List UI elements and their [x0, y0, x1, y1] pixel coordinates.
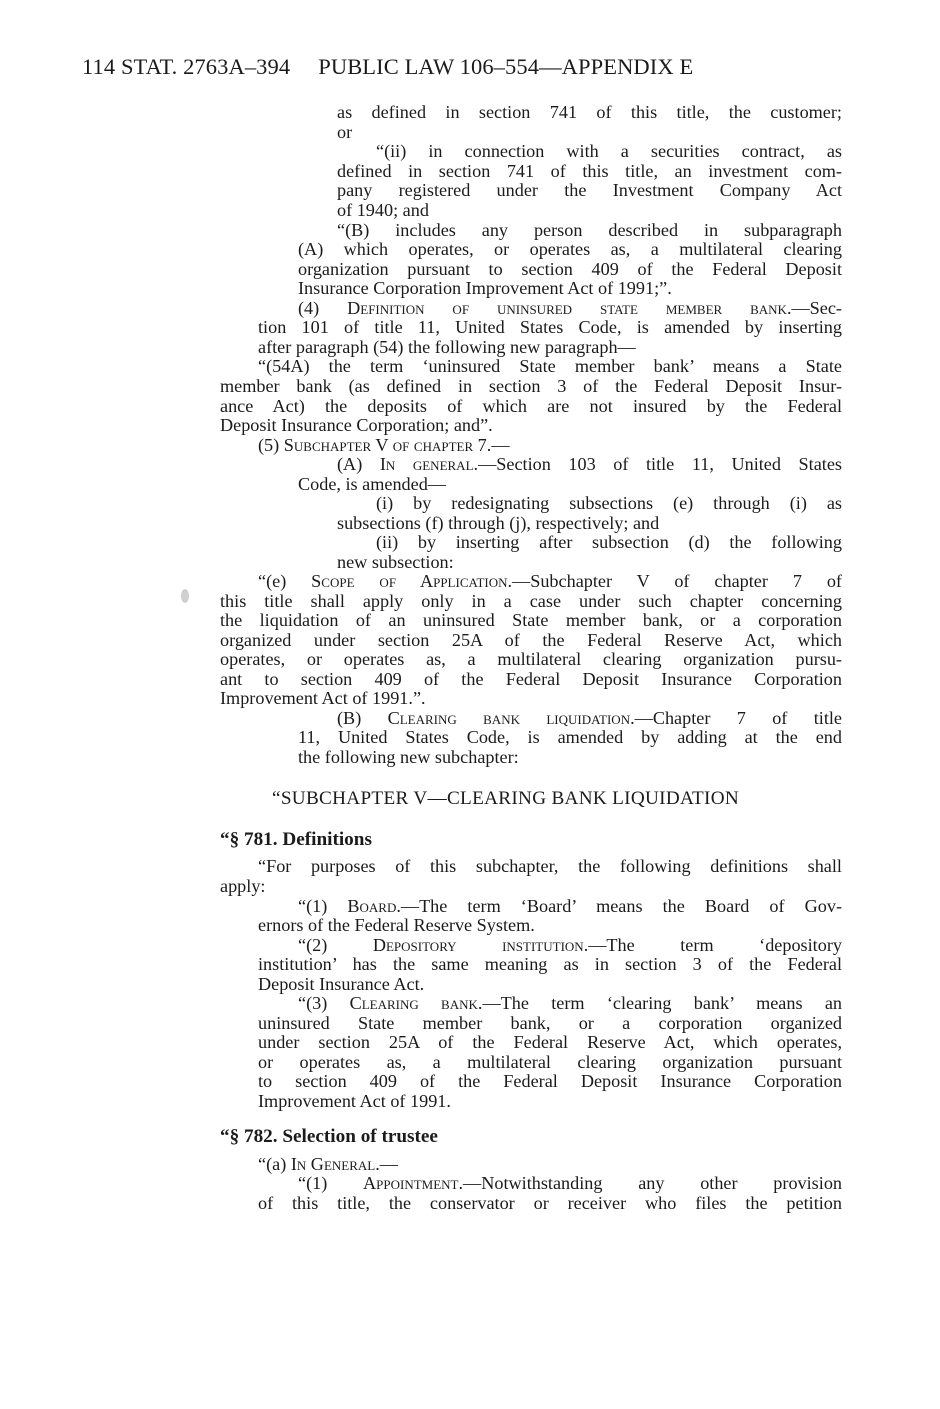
text-line: “(ii) in connection with a securities contract, as	[376, 141, 842, 161]
subchapter-heading: “SUBCHAPTER V—CLEARING BANK LIQUIDATION	[272, 788, 740, 809]
text-line: the following new subchapter:	[298, 747, 519, 767]
text-line: member bank (as defined in section 3 of the Federal Deposit Insur-	[220, 376, 842, 396]
text-line: new subsection:	[337, 552, 454, 572]
text-line: apply:	[220, 876, 266, 896]
paragraph-heading: (B) Clearing bank liquidation.—Chapter 7 of title	[337, 708, 842, 728]
paragraph-heading: “(e) Scope of Application.—Subchapter V of chapter 7 of	[258, 571, 842, 591]
section-782-heading: “§ 782. Selection of trustee	[220, 1126, 438, 1147]
text-line: or	[337, 122, 353, 142]
text-line: the liquidation of an uninsured State member bank, or a corporation	[220, 610, 842, 630]
text-line: or operates as, a multilateral clearing organization pursuant	[258, 1052, 842, 1072]
text-line: Insurance Corporation Improvement Act of 1991;”.	[298, 278, 672, 298]
text-line: organized under section 25A of the Federal Reserve Act, which	[220, 630, 842, 650]
text-line: (ii) by inserting after subsection (d) the following	[376, 532, 842, 552]
text-line: institution’ has the same meaning as in section 3 of the Federal	[258, 954, 842, 974]
running-title: PUBLIC LAW 106–554—APPENDIX E	[318, 54, 694, 79]
definition-heading: “(2) Depository institution.—The term ‘depository	[298, 935, 842, 955]
text-line: Improvement Act of 1991.	[258, 1091, 451, 1111]
text-line: operates, or operates as, a multilateral clearing organization pursu-	[220, 649, 842, 669]
text-line: 11, United States Code, is amended by adding at the end	[298, 727, 842, 747]
text-line: subsections (f) through (j), respectively; and	[337, 513, 660, 533]
section-781-heading: “§ 781. Definitions	[220, 829, 372, 850]
text-line: of 1940; and	[337, 200, 429, 220]
paragraph-heading: (4) Definition of uninsured state member bank.—Sec-	[298, 298, 842, 318]
text-line: this title shall apply only in a case under such chapter concerning	[220, 591, 842, 611]
text-line: Deposit Insurance Act.	[258, 974, 425, 994]
text-line: uninsured State member bank, or a corporation organized	[258, 1013, 842, 1033]
running-header	[82, 54, 693, 80]
text-line: ant to section 409 of the Federal Deposit Insurance Corporation	[220, 669, 842, 689]
definition-heading: “(3) Clearing bank.—The term ‘clearing bank’ means an	[298, 993, 843, 1013]
text-line: Deposit Insurance Corporation; and”.	[220, 415, 493, 435]
text-line: “For purposes of this subchapter, the following definitions shall	[258, 856, 842, 876]
text-line: (A) which operates, or operates as, a multilateral clearing	[298, 239, 842, 259]
page-number: 114 STAT. 2763A–394	[82, 54, 291, 79]
text-line: after paragraph (54) the following new paragraph—	[258, 337, 636, 357]
text-line: tion 101 of title 11, United States Code, is amended by inserting	[258, 317, 842, 337]
text-line: (i) by redesignating subsections (e) through (i) as	[376, 493, 842, 513]
text-line: Improvement Act of 1991.”.	[220, 688, 426, 708]
scan-smudge	[181, 589, 189, 603]
text-line: to section 409 of the Federal Deposit Insurance Corporation	[258, 1071, 842, 1091]
text-line: “(B) includes any person described in subparagraph	[337, 220, 842, 240]
text-line: “(54A) the term ‘uninsured State member bank’ means a State	[258, 356, 842, 376]
text-line: ernors of the Federal Reserve System.	[258, 915, 535, 935]
text-line: of this title, the conservator or receiver who files the petition	[258, 1193, 842, 1213]
paragraph-heading: (A) In general.—Section 103 of title 11, United States	[337, 454, 842, 474]
paragraph-heading: (5) Subchapter V of chapter 7.—	[258, 435, 510, 455]
text-line: defined in section 741 of this title, an investment com-	[337, 161, 842, 181]
text-line: under section 25A of the Federal Reserve Act, which operates,	[258, 1032, 842, 1052]
text-line: organization pursuant to section 409 of the Federal Deposit	[298, 259, 842, 279]
subsection-heading: “(a) In General.—	[258, 1154, 398, 1174]
text-line: pany registered under the Investment Company Act	[337, 180, 842, 200]
definition-heading: “(1) Board.—The term ‘Board’ means the Board of Gov-	[298, 896, 843, 916]
text-line: as defined in section 741 of this title, the customer;	[337, 102, 842, 122]
paragraph-heading: “(1) Appointment.—Notwithstanding any other provision	[298, 1173, 843, 1193]
text-line: ance Act) the deposits of which are not insured by the Federal	[220, 396, 842, 416]
text-line: Code, is amended—	[298, 474, 446, 494]
